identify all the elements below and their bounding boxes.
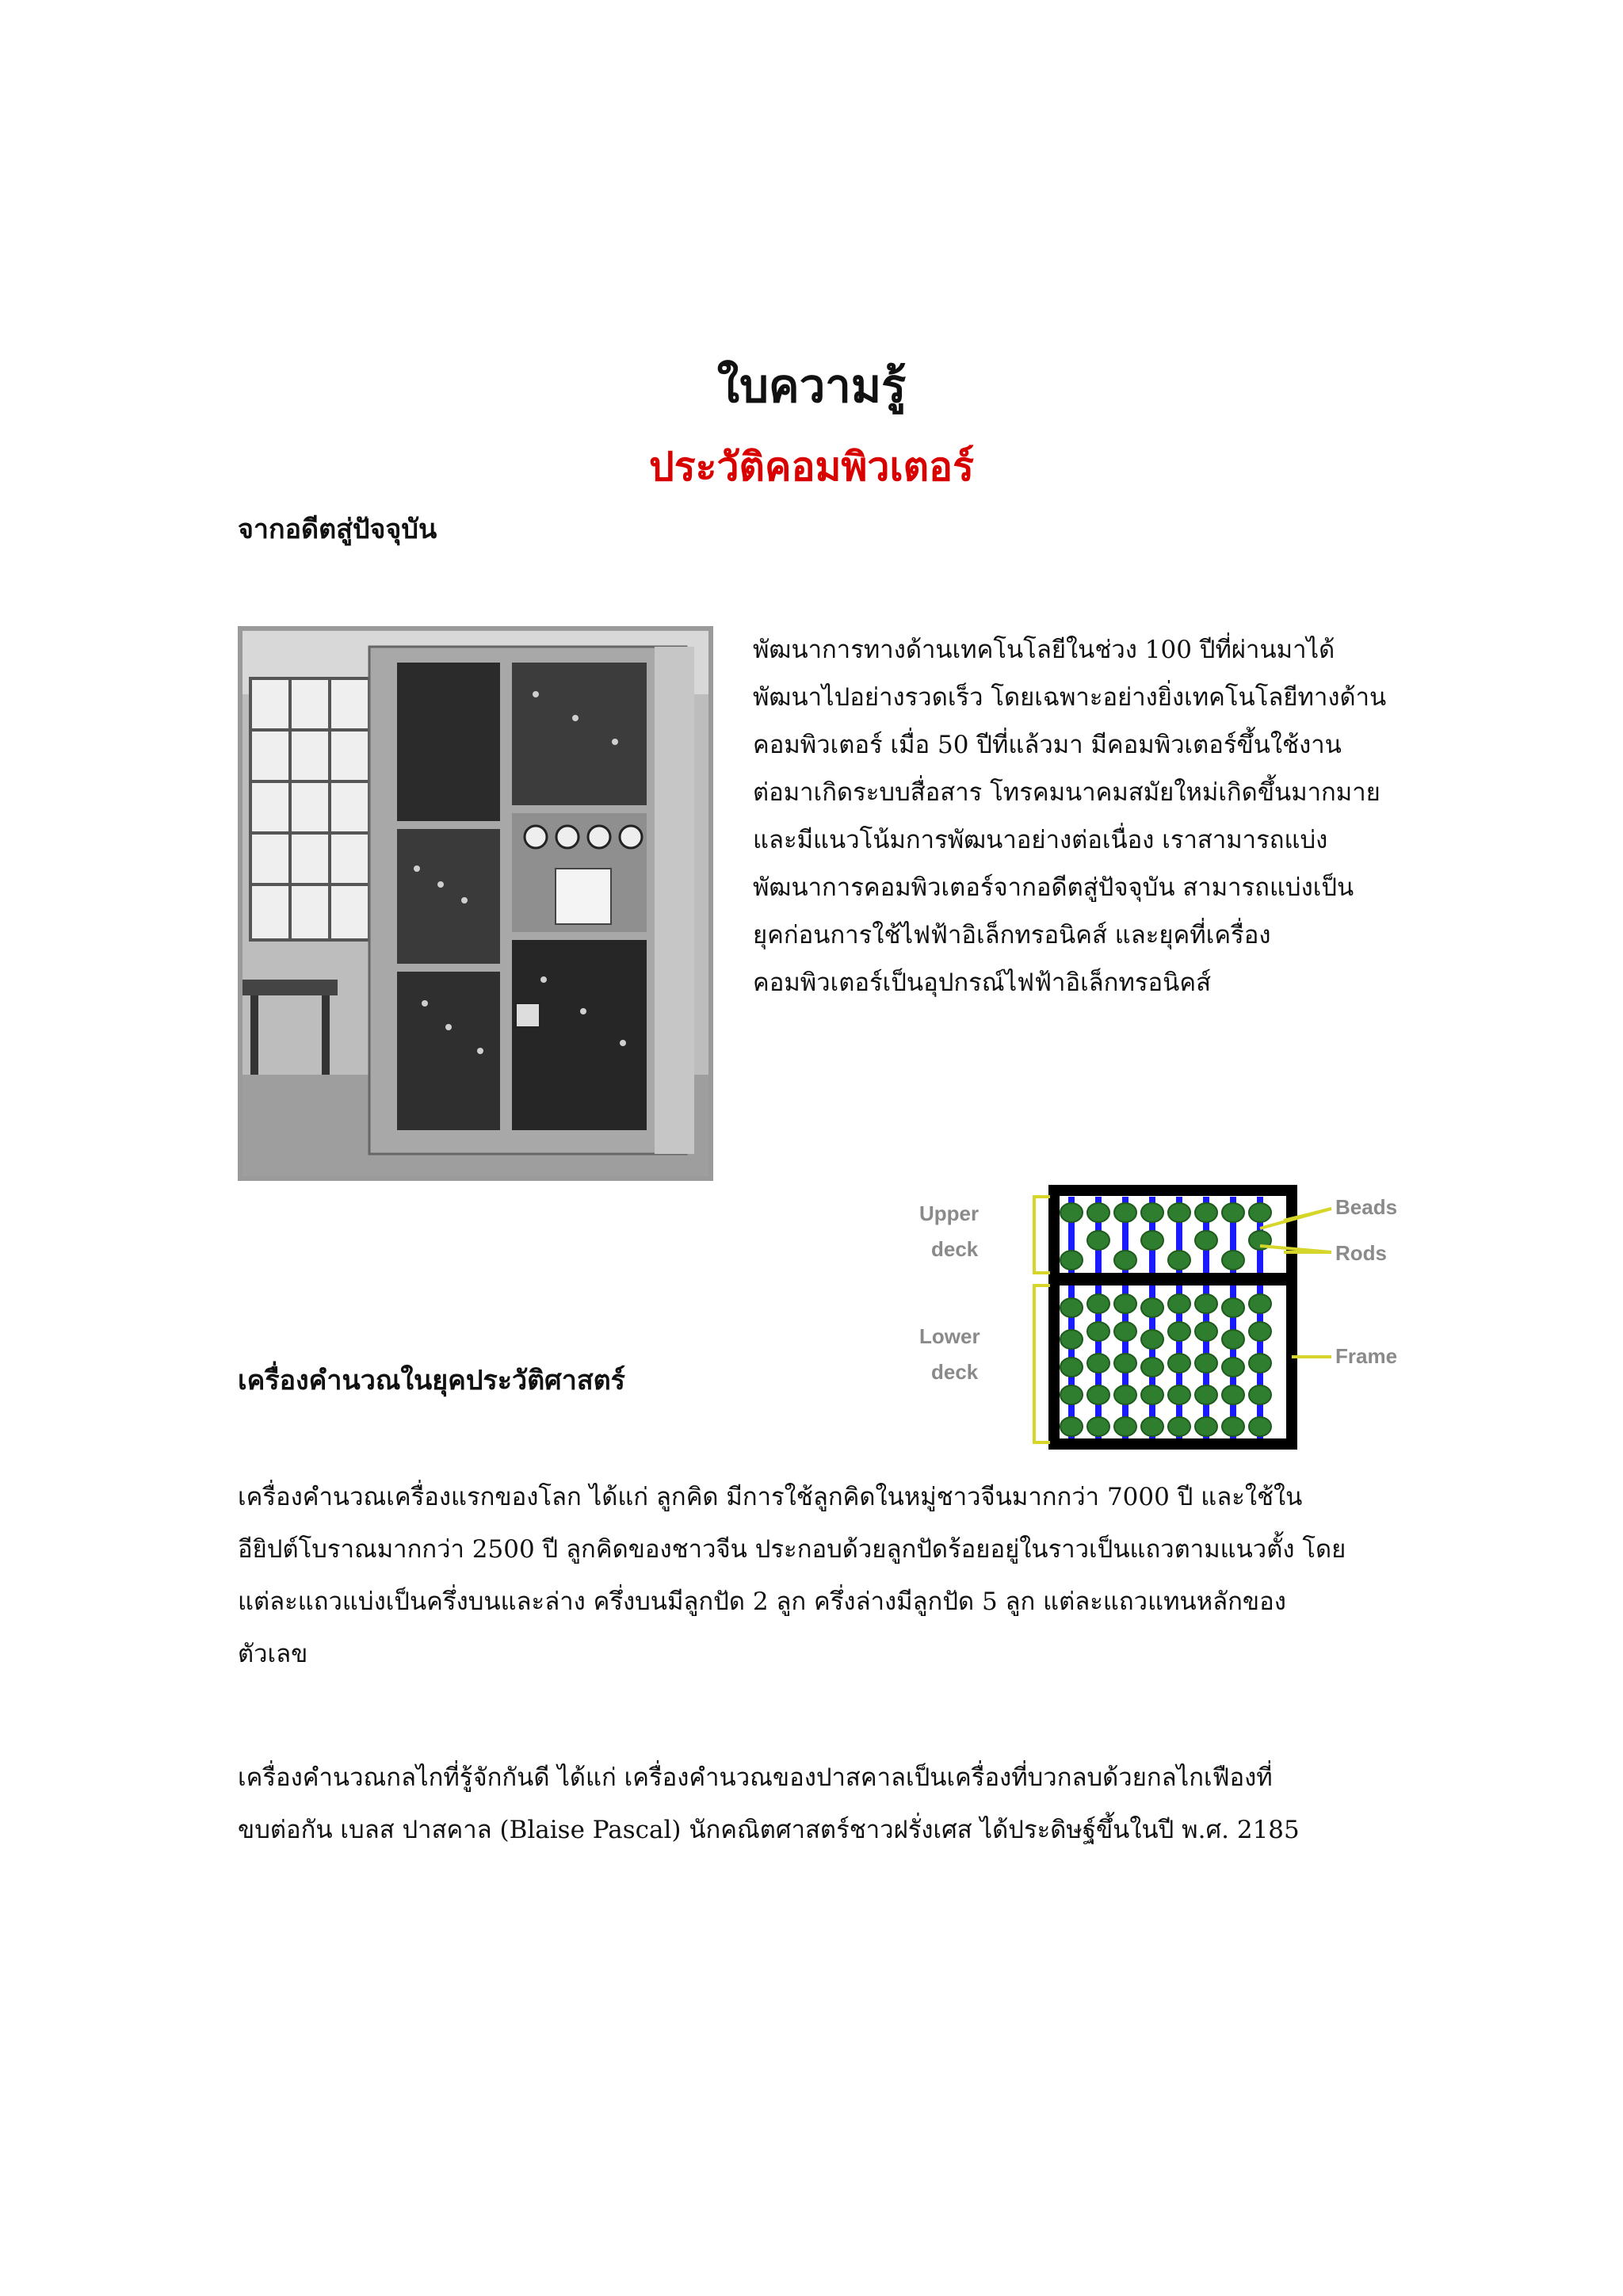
abacus-bead <box>1249 1203 1271 1222</box>
abacus-bead <box>1168 1417 1190 1436</box>
beads-label: Beads <box>1335 1195 1398 1219</box>
abacus-bead <box>1114 1203 1136 1222</box>
abacus-bead <box>1114 1417 1136 1436</box>
abacus-bead <box>1222 1330 1244 1349</box>
abacus-bead <box>1060 1417 1083 1436</box>
abacus-beads <box>1060 1203 1271 1436</box>
abacus-bead <box>1087 1354 1109 1373</box>
abacus-bead <box>1168 1322 1190 1341</box>
abacus-bead <box>1114 1385 1136 1404</box>
abacus-bead <box>1222 1251 1244 1270</box>
abacus-bead <box>1114 1294 1136 1313</box>
lower-deck-label-1: Lower <box>919 1324 980 1348</box>
abacus-bead <box>1195 1417 1217 1436</box>
abacus-bead <box>1141 1298 1163 1317</box>
intro-line: ต่อมาเกิดระบบสื่อสาร โทรคมนาคมสมัยใหม่เกิดขึ้นมากมาย <box>753 778 1381 807</box>
abacus-bead <box>1168 1385 1190 1404</box>
pascal-paragraph <box>238 1752 1426 1856</box>
abacus-bead <box>1249 1417 1271 1436</box>
intro-paragraph <box>753 626 1450 1007</box>
abacus-frame <box>1054 1190 1292 1444</box>
abacus-bead <box>1195 1203 1217 1222</box>
abacus-bead <box>1195 1354 1217 1373</box>
page-subtitle: ประวัติคอมพิวเตอร์ <box>649 443 974 490</box>
abacus-bead <box>1087 1231 1109 1250</box>
paragraph-line: ตัวเลข <box>238 1640 308 1668</box>
abacus-paragraph <box>238 1471 1426 1680</box>
abacus-bead <box>1141 1385 1163 1404</box>
abacus-bead <box>1060 1330 1083 1349</box>
abacus-bead <box>1141 1203 1163 1222</box>
upper-deck-label-1: Upper <box>919 1201 980 1225</box>
abacus-illustration <box>888 1173 1426 1458</box>
abacus-bead <box>1168 1354 1190 1373</box>
abacus-bead <box>1087 1322 1109 1341</box>
abacus-bead <box>1195 1385 1217 1404</box>
abacus-bead <box>1195 1231 1217 1250</box>
upper-deck-bracket <box>1034 1197 1050 1273</box>
abacus-bead <box>1141 1417 1163 1436</box>
abacus-bead <box>1087 1294 1109 1313</box>
abacus-bead <box>1087 1385 1109 1404</box>
abacus-bead <box>1087 1203 1109 1222</box>
abacus-bead <box>1249 1385 1271 1404</box>
abacus-bead <box>1060 1298 1083 1317</box>
intro-line: พัฒนาการทางด้านเทคโนโลยีในช่วง 100 ปีที่ผ่านมาได้ <box>753 636 1335 664</box>
lower-deck-bracket <box>1034 1286 1050 1442</box>
abacus-bead <box>1168 1203 1190 1222</box>
intro-line: ยุคก่อนการใช้ไฟฟ้าอิเล็กทรอนิคส์ และยุคที่เครื่อง <box>753 921 1271 949</box>
abacus-diagram <box>888 1173 1426 1458</box>
window-panes <box>250 678 369 940</box>
page-title: ใบความรู้ <box>716 359 907 413</box>
paragraph-line: เครื่องคำนวณกลไกที่รู้จักกันดี ได้แก่ เครื่องคำนวณของปาสคาลเป็นเครื่องที่บวกลบด้วยกลไกเฟืองที่ <box>238 1763 1273 1792</box>
abacus-bead <box>1141 1358 1163 1377</box>
lower-deck-label-2: deck <box>931 1360 979 1384</box>
abacus-bead <box>1222 1358 1244 1377</box>
abacus-bead <box>1249 1322 1271 1341</box>
abacus-divider-bar <box>1054 1273 1292 1286</box>
early-computer-illustration <box>242 631 708 1176</box>
frame-label: Frame <box>1335 1344 1398 1368</box>
upper-deck-label-2: deck <box>931 1237 979 1261</box>
abacus-bead <box>1222 1385 1244 1404</box>
abacus-bead <box>1141 1231 1163 1250</box>
abacus-bead <box>1141 1330 1163 1349</box>
intro-line: พัฒนาไปอย่างรวดเร็ว โดยเฉพาะอย่างยิ่งเทคโนโลยีทางด้าน <box>753 683 1387 712</box>
abacus-bead <box>1060 1385 1083 1404</box>
abacus-bead <box>1222 1203 1244 1222</box>
abacus-bead <box>1114 1322 1136 1341</box>
abacus-bead <box>1060 1358 1083 1377</box>
paragraph-line: อียิปต์โบราณมากกว่า 2500 ปี ลูกคิดของชาวจีน ประกอบด้วยลูกปัดร้อยอยู่ในราวเป็นแถวตามแนวตั้ง โดย <box>238 1535 1346 1564</box>
section-heading-historical-calculators: เครื่องคำนวณในยุคประวัติศาสตร์ <box>238 1365 625 1396</box>
intro-line: และมีแนวโน้มการพัฒนาอย่างต่อเนื่อง เราสามารถแบ่ง <box>753 826 1328 854</box>
abacus-bead <box>1249 1354 1271 1373</box>
abacus-bead <box>1060 1251 1083 1270</box>
abacus-bead <box>1222 1298 1244 1317</box>
intro-line: คอมพิวเตอร์ เมื่อ 50 ปีที่แล้วมา มีคอมพิวเตอร์ขึ้นใช้งาน <box>753 731 1342 759</box>
abacus-bead <box>1114 1251 1136 1270</box>
rods-label: Rods <box>1335 1241 1387 1265</box>
paragraph-line: เครื่องคำนวณเครื่องแรกของโลก ได้แก่ ลูกคิด มีการใช้ลูกคิดในหมู่ชาวจีนมากกว่า 7000 ปี และใช้ใน <box>238 1483 1303 1511</box>
paragraph-line: แต่ละแถวแบ่งเป็นครึ่งบนและล่าง ครึ่งบนมีลูกปัด 2 ลูก ครึ่งล่างมีลูกปัด 5 ลูก แต่ละแถวแทนหลักของ <box>238 1587 1286 1616</box>
abacus-bead <box>1168 1294 1190 1313</box>
abacus-bead <box>1222 1417 1244 1436</box>
abacus-bead <box>1114 1354 1136 1373</box>
abacus-bead <box>1195 1294 1217 1313</box>
abacus-bead <box>1195 1322 1217 1341</box>
abacus-bead <box>1087 1417 1109 1436</box>
section-heading-past-to-present: จากอดีตสู่ปัจจุบัน <box>238 514 437 545</box>
intro-line: พัฒนาการคอมพิวเตอร์จากอดีตสู่ปัจจุบัน สามารถแบ่งเป็น <box>753 873 1354 902</box>
abacus-bead <box>1060 1203 1083 1222</box>
early-computer-photo <box>238 626 713 1181</box>
abacus-bead <box>1168 1251 1190 1270</box>
abacus-bead <box>1249 1294 1271 1313</box>
paragraph-line: ขบต่อกัน เบลส ปาสคาล (Blaise Pascal) นักคณิตศาสตร์ชาวฝรั่งเศส ได้ประดิษฐ์ขึ้นในปี พ.ศ. 2185 <box>238 1816 1300 1844</box>
intro-line: คอมพิวเตอร์เป็นอุปกรณ์ไฟฟ้าอิเล็กทรอนิคส์ <box>753 968 1211 997</box>
